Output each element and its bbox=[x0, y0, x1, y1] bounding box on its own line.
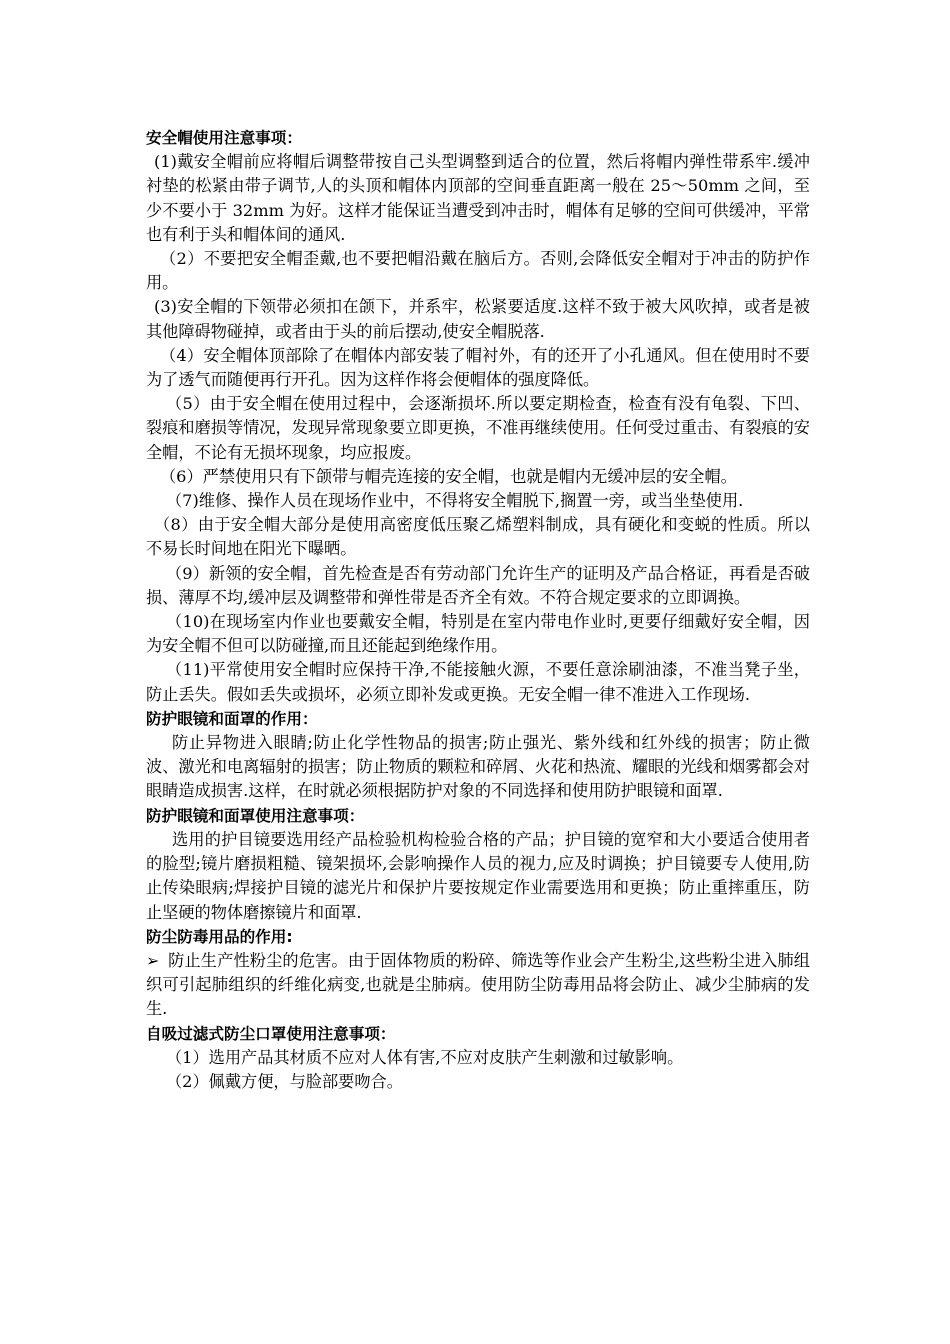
goggles-usage-text: 选用的护目镜要选用经产品检验机构检验合格的产品；护目镜的宽窄和大小要适合使用者的脸型;镜片磨损粗糙、镜架损坏,会影响操作人员的视力,应及时调换；护目镜要专人使用,防止传染眼病;焊接护目镜的滤光片和保护片要按规定作业需要选用和更换；防止重摔重压，防止坚硬的物体磨擦镜片和面罩. bbox=[146, 829, 810, 922]
dust-protection-bullet bbox=[146, 949, 810, 1022]
section-heading-mask-usage: 自吸过滤式防尘口罩使用注意事项： bbox=[146, 1024, 396, 1043]
helmet-note-11: （11)平常使用安全帽时应保持干净,不能接触火源，不要任意涂刷油漆，不准当凳子坐，防止丢失。假如丢失或损坏，必须立即补发或更换。无安全帽一律不准进入工作现场. bbox=[146, 660, 810, 704]
section-heading-dust-protection: 防尘防毒用品的作用: bbox=[146, 927, 293, 946]
helmet-note-8: （8）由于安全帽大部分是使用高密度低压聚乙烯塑料制成，具有硬化和变蜕的性质。所以不易长时间地在阳光下曝晒。 bbox=[146, 515, 810, 559]
helmet-note-6: （6）严禁使用只有下颌带与帽壳连接的安全帽，也就是帽内无缓冲层的安全帽。 bbox=[160, 466, 737, 486]
helmet-note-2: （2）不要把安全帽歪戴,也不要把帽沿戴在脑后方。否则,会降低安全帽对于冲击的防护作用。 bbox=[146, 249, 810, 293]
section-heading-helmet: 安全帽使用注意事项： bbox=[146, 129, 302, 147]
helmet-note-9: （9）新领的安全帽，首先检查是否有劳动部门允许生产的证明及产品合格证，再看是否破损、薄厚不均,缓冲层及调整带和弹性带是否齐全有效。不符合规定要求的立即调换。 bbox=[146, 563, 810, 607]
helmet-note-7: （7)维修、操作人员在现场作业中，不得将安全帽脱下,搁置一旁，或当坐垫使用. bbox=[166, 491, 744, 511]
goggles-function-text: 防止异物进入眼睛;防止化学性物品的损害;防止强光、紫外线和红外线的损害；防止微波、激光和电离辐射的损害；防止物质的颗粒和碎屑、火花和热流、耀眼的光线和烟雾都会对眼睛造成损害.这样，在时就必须根据防护对象的不同选择和使用防护眼镜和面罩. bbox=[146, 733, 810, 801]
helmet-note-3: (3)安全帽的下领带必须扣在颌下，并系牢，松紧要适度.这样不致于被大风吹掉，或者是被其他障碍物碰掉，或者由于头的前后摆动,使安全帽脱落. bbox=[146, 297, 810, 341]
helmet-note-1: (1)戴安全帽前应将帽后调整带按自己头型调整到适合的位置，然后将帽内弹性带系牢.缓冲衬垫的松紧由带子调节,人的头顶和帽体内顶部的空间垂直距离一般在 25～50mm 之间，至少不要小于 32mm 为好。这样才能保证当遭受到冲击时，帽体有足够的空间可供缓冲，平常也有利于头和帽体间的通风. bbox=[146, 152, 810, 244]
mask-note-2: （2）佩戴方便，与脸部要吻合。 bbox=[166, 1071, 403, 1091]
helmet-note-5: （5）由于安全帽在使用过程中，会逐渐损坏.所以要定期检查，检查有没有龟裂、下凹、裂痕和磨损等情况，发现异常现象要立即更换，不准再继续使用。任何受过重击、有裂痕的安全帽，不论有无损坏现象，均应报废。 bbox=[146, 394, 810, 462]
helmet-note-4: （4）安全帽体顶部除了在帽体内部安装了帽衬外，有的还开了小孔通风。但在使用时不要为了透气而随便再行开孔。因为这样作将会便帽体的强度降低。 bbox=[146, 345, 810, 390]
document-body bbox=[146, 126, 810, 1094]
mask-note-1: （1）选用产品其材质不应对人体有害,不应对皮肤产生刺激和过敏影响。 bbox=[166, 1047, 684, 1067]
section-heading-goggles-usage: 防护眼镜和面罩使用注意事项： bbox=[146, 806, 365, 825]
section-heading-goggles-function: 防护眼镜和面罩的作用： bbox=[146, 709, 318, 728]
dust-protection-text: 防止生产性粉尘的危害。由于固体物质的粉碎、筛选等作业会产生粉尘,这些粉尘进入肺组织可引起肺组织的纤维化病变,也就是尘肺病。使用防尘防毒用品将会防止、减少尘肺病的发生. bbox=[146, 950, 810, 1019]
bullet-arrow-icon: ➢ bbox=[146, 950, 160, 970]
helmet-note-10: （10)在现场室内作业也要戴安全帽，特别是在室内带电作业时,更要仔细戴好安全帽，因为安全帽不但可以防碰撞,而且还能起到绝缘作用。 bbox=[146, 612, 810, 656]
